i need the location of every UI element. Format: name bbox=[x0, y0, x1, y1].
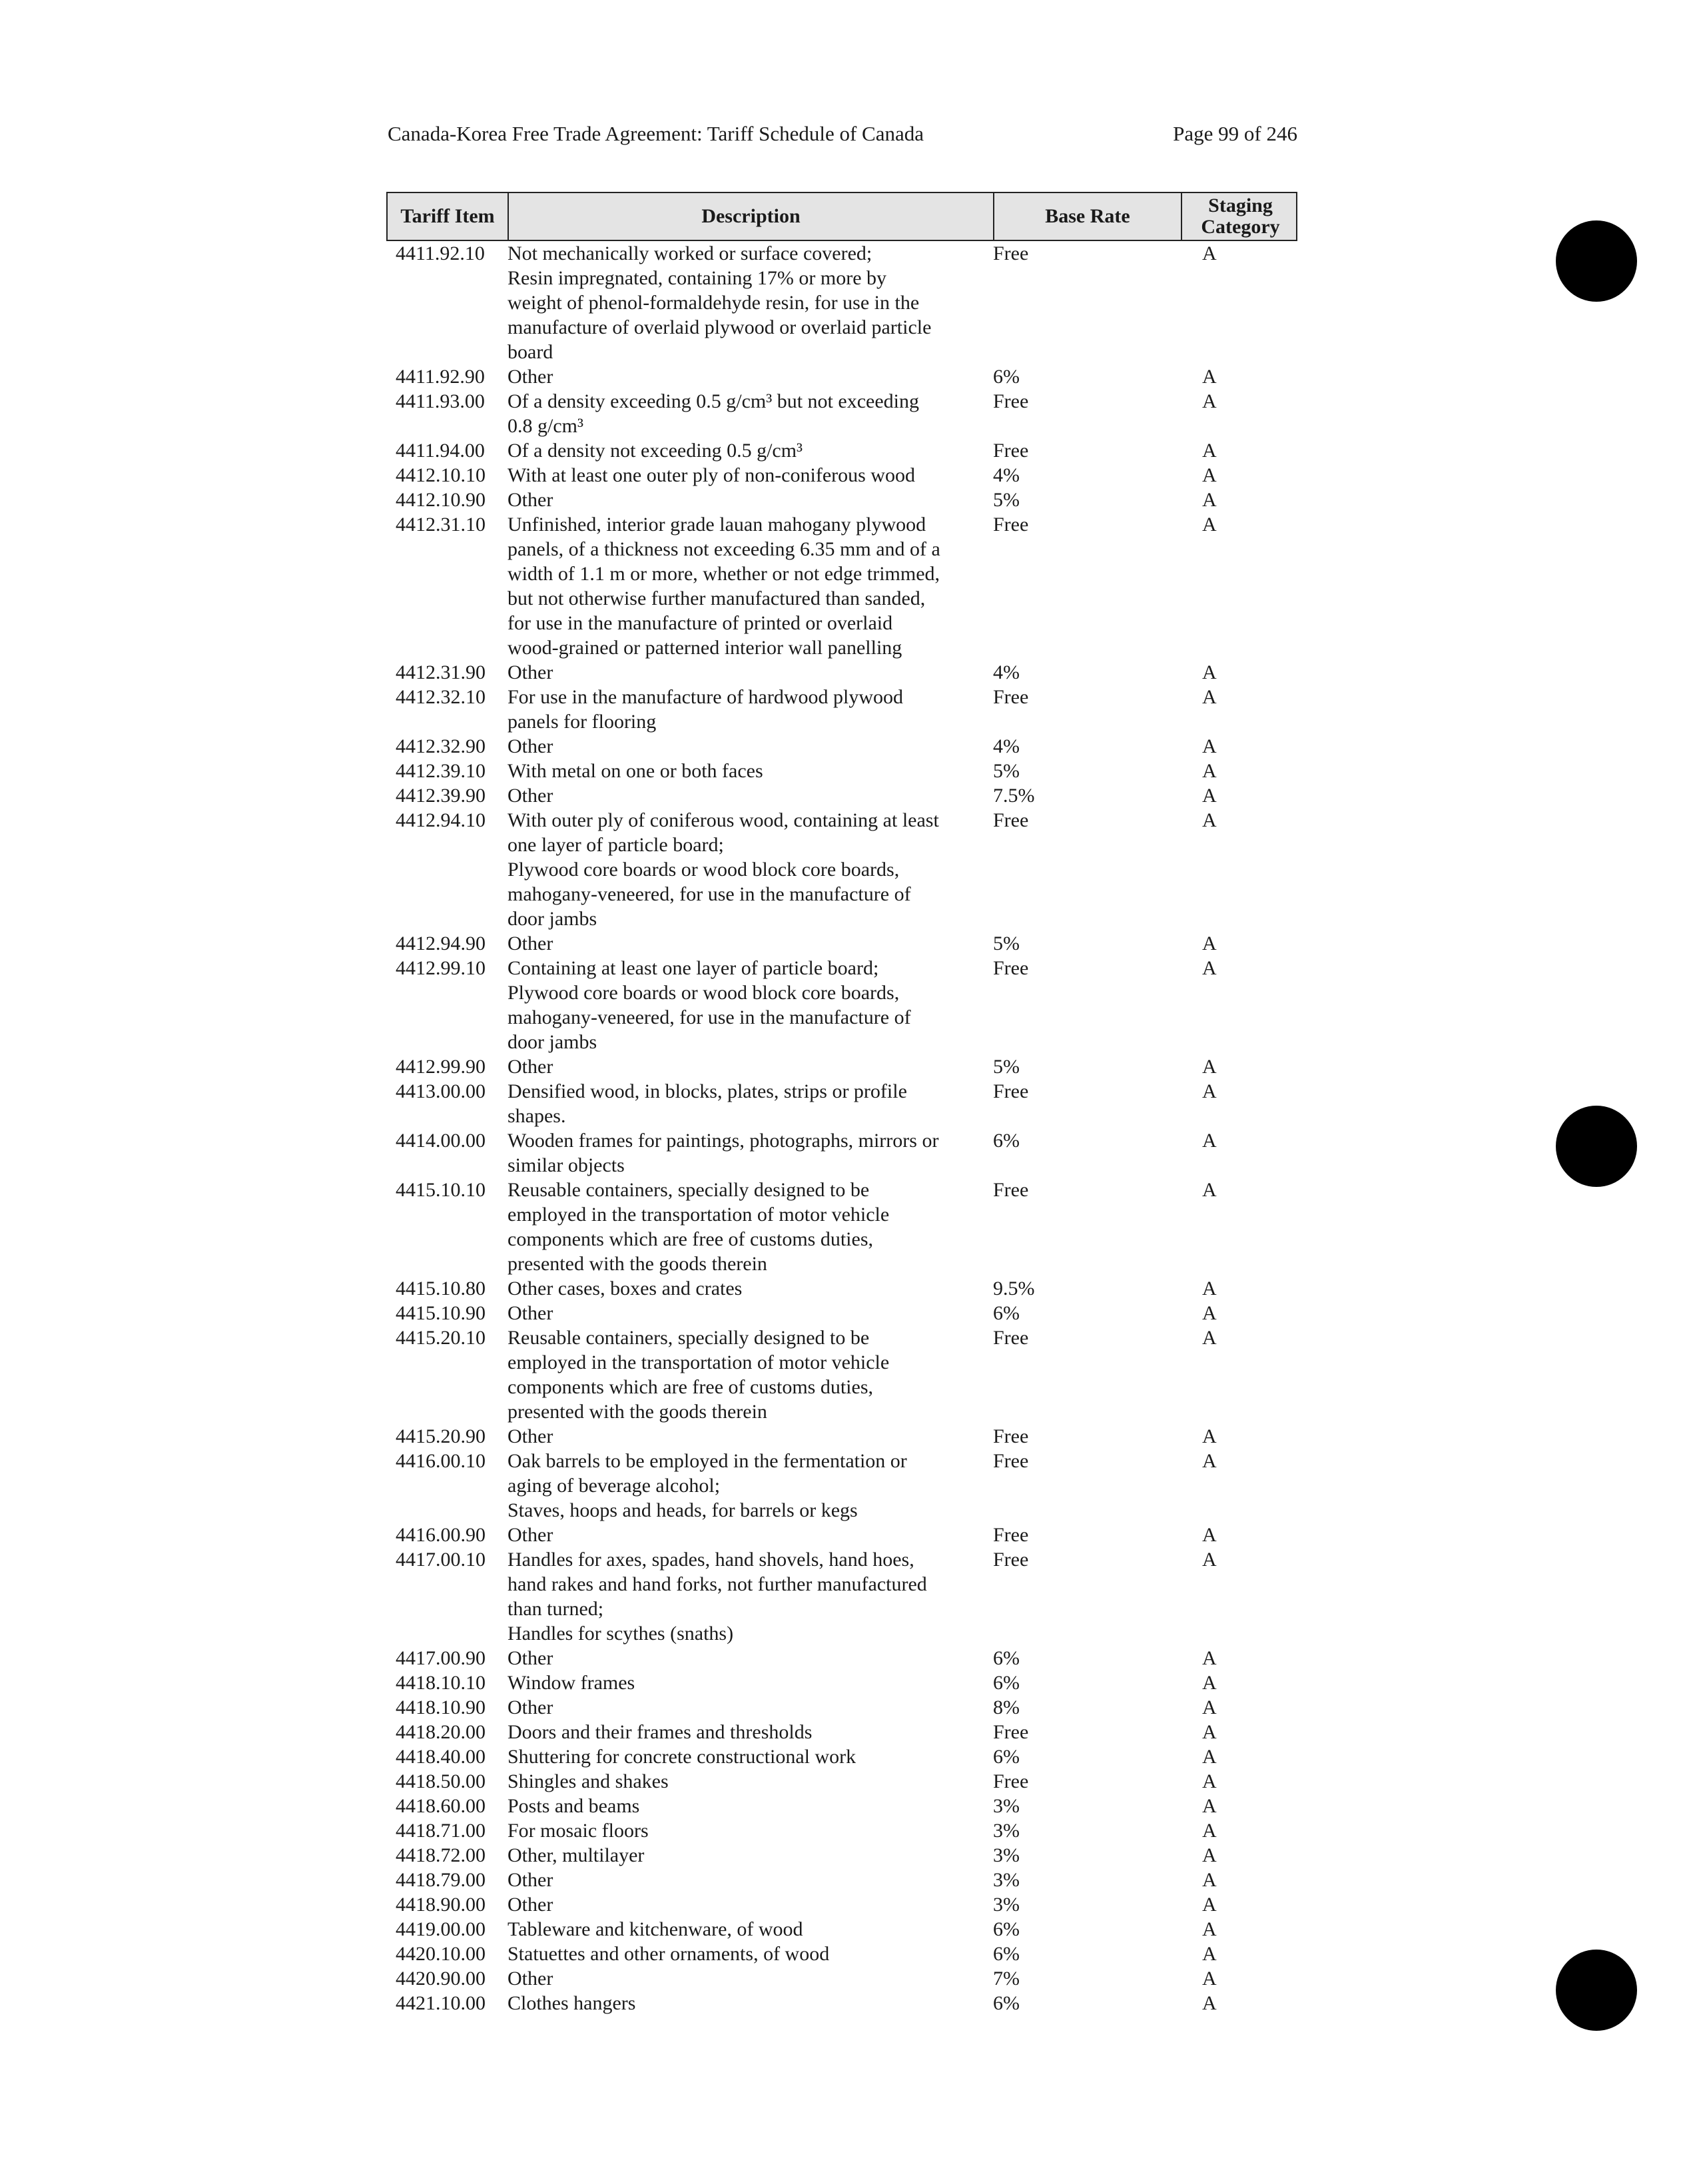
staging-category: A bbox=[1202, 440, 1217, 462]
tariff-code: 4412.32.90 bbox=[396, 735, 486, 757]
table-row bbox=[386, 1079, 1297, 1128]
description bbox=[507, 1276, 993, 1301]
description-line: Shuttering for concrete constructional work bbox=[507, 1746, 856, 1768]
staging-category: A bbox=[1202, 514, 1217, 536]
description-line: Handles for scythes (snaths) bbox=[507, 1623, 734, 1644]
staging-category: A bbox=[1202, 390, 1217, 412]
column-header-staging-category: Staging Category bbox=[1201, 194, 1280, 238]
base-rate: 6% bbox=[993, 1918, 1020, 1940]
tariff-code: 4415.10.10 bbox=[396, 1179, 486, 1201]
staging-category: A bbox=[1202, 1179, 1217, 1201]
tariff-code: 4412.10.90 bbox=[396, 489, 486, 511]
table-row bbox=[386, 1646, 1297, 1670]
tariff-code: 4418.72.00 bbox=[396, 1844, 486, 1866]
staging-category: A bbox=[1202, 242, 1217, 264]
base-rate: Free bbox=[993, 1450, 1029, 1472]
base-rate: Free bbox=[993, 390, 1029, 412]
tariff-code: 4415.20.90 bbox=[396, 1425, 486, 1447]
description-line: For use in the manufacture of hardwood plywood bbox=[507, 686, 904, 708]
description-line: Reusable containers, specially designed to be bbox=[507, 1327, 870, 1349]
staging-category: A bbox=[1202, 1943, 1217, 1965]
tariff-code: 4418.90.00 bbox=[396, 1894, 486, 1916]
tariff-code: 4412.32.10 bbox=[396, 686, 486, 708]
tariff-code: 4418.79.00 bbox=[396, 1869, 486, 1891]
description-line: Other bbox=[507, 1647, 553, 1669]
description-line: board bbox=[507, 341, 553, 363]
base-rate: Free bbox=[993, 242, 1029, 264]
table-row bbox=[386, 1991, 1297, 2015]
description-line: Reusable containers, specially designed to be bbox=[507, 1179, 870, 1201]
base-rate: 3% bbox=[993, 1894, 1020, 1916]
description-line: employed in the transportation of motor vehicle bbox=[507, 1204, 890, 1226]
staging-category: A bbox=[1202, 1130, 1217, 1152]
staging-category: A bbox=[1202, 1721, 1217, 1743]
tariff-code: 4420.10.00 bbox=[396, 1943, 486, 1965]
description-line: presented with the goods therein bbox=[507, 1253, 767, 1275]
base-rate: Free bbox=[993, 1549, 1029, 1571]
description bbox=[507, 1523, 993, 1547]
table-row bbox=[386, 1670, 1297, 1695]
description bbox=[507, 438, 993, 463]
base-rate: 6% bbox=[993, 1647, 1020, 1669]
base-rate: 6% bbox=[993, 1943, 1020, 1965]
description-line: Not mechanically worked or surface covered; bbox=[507, 242, 872, 264]
base-rate: 3% bbox=[993, 1869, 1020, 1891]
table-row bbox=[386, 1868, 1297, 1892]
base-rate: 5% bbox=[993, 760, 1020, 782]
description-line: With outer ply of coniferous wood, containing at least bbox=[507, 809, 939, 831]
table-row bbox=[386, 1744, 1297, 1769]
staging-category: A bbox=[1202, 760, 1217, 782]
table-header bbox=[386, 192, 1297, 241]
description-line: Plywood core boards or wood block core boards, bbox=[507, 982, 900, 1004]
staging-category: A bbox=[1202, 957, 1217, 979]
description-line: employed in the transportation of motor vehicle bbox=[507, 1351, 890, 1373]
table-row bbox=[386, 1424, 1297, 1449]
base-rate: Free bbox=[993, 1179, 1029, 1201]
description bbox=[507, 1744, 993, 1769]
description-line: Other bbox=[507, 735, 553, 757]
tariff-code: 4419.00.00 bbox=[396, 1918, 486, 1940]
staging-category: A bbox=[1202, 489, 1217, 511]
base-rate: Free bbox=[993, 809, 1029, 831]
description-line: Window frames bbox=[507, 1672, 635, 1694]
table-row bbox=[386, 1769, 1297, 1794]
table-row bbox=[386, 463, 1297, 488]
base-rate: Free bbox=[993, 686, 1029, 708]
base-rate: 4% bbox=[993, 661, 1020, 683]
tariff-code: 4411.93.00 bbox=[396, 390, 485, 412]
description bbox=[507, 512, 993, 660]
tariff-code: 4417.00.10 bbox=[396, 1549, 486, 1571]
punch-hole-bottom bbox=[1556, 1950, 1637, 2031]
staging-category: A bbox=[1202, 1672, 1217, 1694]
description-line: Oak barrels to be employed in the fermentation or bbox=[507, 1450, 907, 1472]
base-rate: Free bbox=[993, 1327, 1029, 1349]
base-rate: 9.5% bbox=[993, 1277, 1035, 1299]
column-header-tariff-item: Tariff Item bbox=[388, 193, 509, 240]
description-line: door jambs bbox=[507, 1031, 597, 1053]
tariff-code: 4413.00.00 bbox=[396, 1080, 486, 1102]
base-rate: 6% bbox=[993, 1302, 1020, 1324]
staging-category: A bbox=[1202, 1327, 1217, 1349]
punch-hole-middle bbox=[1556, 1106, 1637, 1187]
staging-category: A bbox=[1202, 1746, 1217, 1768]
base-rate: 4% bbox=[993, 735, 1020, 757]
table-row bbox=[386, 1301, 1297, 1325]
description bbox=[507, 1646, 993, 1670]
base-rate: Free bbox=[993, 1425, 1029, 1447]
staging-category: A bbox=[1202, 1894, 1217, 1916]
staging-category: A bbox=[1202, 686, 1217, 708]
tariff-code: 4412.99.90 bbox=[396, 1056, 486, 1078]
staging-category: A bbox=[1202, 1770, 1217, 1792]
tariff-code: 4420.90.00 bbox=[396, 1968, 486, 1990]
table-row bbox=[386, 1917, 1297, 1942]
description bbox=[507, 1843, 993, 1868]
tariff-code: 4415.20.10 bbox=[396, 1327, 486, 1349]
description-line: Posts and beams bbox=[507, 1795, 640, 1817]
base-rate: 3% bbox=[993, 1820, 1020, 1842]
description-line: Other bbox=[507, 489, 553, 511]
table-row bbox=[386, 759, 1297, 783]
description bbox=[507, 931, 993, 956]
description bbox=[507, 783, 993, 808]
table-body bbox=[386, 241, 1297, 2015]
base-rate: 8% bbox=[993, 1696, 1020, 1718]
staging-category: A bbox=[1202, 785, 1217, 807]
table-row bbox=[386, 1178, 1297, 1276]
description-line: Other bbox=[507, 1968, 553, 1990]
column-header-description: Description bbox=[509, 193, 994, 240]
table-row bbox=[386, 1325, 1297, 1424]
description-line: Densified wood, in blocks, plates, strips or profile bbox=[507, 1080, 907, 1102]
description bbox=[507, 956, 993, 1054]
description-line: Doors and their frames and thresholds bbox=[507, 1721, 813, 1743]
document-title: Canada-Korea Free Trade Agreement: Tariff Schedule of Canada bbox=[388, 122, 924, 145]
description bbox=[507, 1178, 993, 1276]
staging-category: A bbox=[1202, 932, 1217, 954]
table-row bbox=[386, 685, 1297, 734]
description-line: Other cases, boxes and crates bbox=[507, 1277, 743, 1299]
table-row bbox=[386, 931, 1297, 956]
tariff-code: 4418.40.00 bbox=[396, 1746, 486, 1768]
description-line: panels, of a thickness not exceeding 6.35 mm and of a bbox=[507, 538, 940, 560]
table-row bbox=[386, 1794, 1297, 1818]
description-line: Other bbox=[507, 932, 553, 954]
table-row bbox=[386, 1966, 1297, 1991]
description bbox=[507, 1868, 993, 1892]
description-line: wood-grained or patterned interior wall panelling bbox=[507, 637, 902, 659]
tariff-code: 4412.31.90 bbox=[396, 661, 486, 683]
table-row bbox=[386, 734, 1297, 759]
tariff-code: 4421.10.00 bbox=[396, 1992, 486, 2014]
table-row bbox=[386, 1843, 1297, 1868]
staging-category: A bbox=[1202, 1820, 1217, 1842]
tariff-code: 4411.92.90 bbox=[396, 366, 485, 388]
staging-category: A bbox=[1202, 464, 1217, 486]
description-line: Shingles and shakes bbox=[507, 1770, 669, 1792]
description bbox=[507, 1424, 993, 1449]
tariff-code: 4417.00.90 bbox=[396, 1647, 486, 1669]
table-row bbox=[386, 783, 1297, 808]
description-line: Wooden frames for paintings, photographs, mirrors or bbox=[507, 1130, 939, 1152]
table-row bbox=[386, 1818, 1297, 1843]
staging-category: A bbox=[1202, 1425, 1217, 1447]
tariff-code: 4411.94.00 bbox=[396, 440, 485, 462]
table-row bbox=[386, 488, 1297, 512]
tariff-code: 4414.00.00 bbox=[396, 1130, 486, 1152]
table-row bbox=[386, 1276, 1297, 1301]
description-line: Other bbox=[507, 366, 553, 388]
page-number: Page 99 of 246 bbox=[1173, 122, 1297, 145]
staging-category: A bbox=[1202, 1992, 1217, 2014]
staging-category: A bbox=[1202, 661, 1217, 683]
table-row bbox=[386, 512, 1297, 660]
description bbox=[507, 1892, 993, 1917]
description bbox=[507, 685, 993, 734]
table-row bbox=[386, 1128, 1297, 1178]
tariff-code: 4412.99.10 bbox=[396, 957, 486, 979]
staging-category: A bbox=[1202, 1302, 1217, 1324]
description-line: With metal on one or both faces bbox=[507, 760, 763, 782]
description-line: but not otherwise further manufactured than sanded, bbox=[507, 587, 926, 609]
description bbox=[507, 364, 993, 389]
description-line: 0.8 g/cm³ bbox=[507, 415, 583, 437]
staging-category: A bbox=[1202, 1968, 1217, 1990]
description-line: Handles for axes, spades, hand shovels, hand hoes, bbox=[507, 1549, 914, 1571]
description-line: than turned; bbox=[507, 1598, 604, 1620]
description-line: With at least one outer ply of non-coniferous wood bbox=[507, 464, 915, 486]
table-row bbox=[386, 364, 1297, 389]
description-line: hand rakes and hand forks, not further manufactured bbox=[507, 1573, 927, 1595]
base-rate: 5% bbox=[993, 489, 1020, 511]
description-line: width of 1.1 m or more, whether or not edge trimmed, bbox=[507, 563, 940, 585]
staging-category: A bbox=[1202, 735, 1217, 757]
description-line: aging of beverage alcohol; bbox=[507, 1475, 721, 1497]
base-rate: Free bbox=[993, 514, 1029, 536]
description-line: Of a density not exceeding 0.5 g/cm³ bbox=[507, 440, 803, 462]
description bbox=[507, 808, 993, 931]
description bbox=[507, 1818, 993, 1843]
staging-category: A bbox=[1202, 366, 1217, 388]
base-rate: Free bbox=[993, 1080, 1029, 1102]
tariff-code: 4412.94.90 bbox=[396, 932, 486, 954]
description-line: manufacture of overlaid plywood or overlaid particle bbox=[507, 316, 932, 338]
description bbox=[507, 389, 993, 438]
table-row bbox=[386, 1547, 1297, 1646]
staging-category: A bbox=[1202, 1277, 1217, 1299]
description bbox=[507, 1128, 993, 1178]
description-line: Other, multilayer bbox=[507, 1844, 645, 1866]
description-line: panels for flooring bbox=[507, 711, 657, 733]
description-line: weight of phenol-formaldehyde resin, for use in the bbox=[507, 292, 920, 314]
description-line: Unfinished, interior grade lauan mahogany plywood bbox=[507, 514, 926, 536]
description bbox=[507, 1769, 993, 1794]
staging-category: A bbox=[1202, 1918, 1217, 1940]
staging-category: A bbox=[1202, 1795, 1217, 1817]
tariff-code: 4418.71.00 bbox=[396, 1820, 486, 1842]
description bbox=[507, 1547, 993, 1646]
description bbox=[507, 1054, 993, 1079]
description bbox=[507, 759, 993, 783]
description-line: Other bbox=[507, 1869, 553, 1891]
tariff-code: 4418.20.00 bbox=[396, 1721, 486, 1743]
base-rate: Free bbox=[993, 440, 1029, 462]
base-rate: 6% bbox=[993, 1672, 1020, 1694]
base-rate: Free bbox=[993, 957, 1029, 979]
column-header-base-rate: Base Rate bbox=[994, 193, 1182, 240]
table-row bbox=[386, 438, 1297, 463]
staging-category: A bbox=[1202, 1450, 1217, 1472]
description bbox=[507, 1720, 993, 1744]
staging-category: A bbox=[1202, 1647, 1217, 1669]
base-rate: 4% bbox=[993, 464, 1020, 486]
description-line: components which are free of customs duties, bbox=[507, 1376, 874, 1398]
table-row bbox=[386, 1892, 1297, 1917]
base-rate: 6% bbox=[993, 366, 1020, 388]
description-line: for use in the manufacture of printed or overlaid bbox=[507, 612, 893, 634]
base-rate: Free bbox=[993, 1770, 1029, 1792]
base-rate: 7.5% bbox=[993, 785, 1035, 807]
description bbox=[507, 1670, 993, 1695]
description-line: Other bbox=[507, 1425, 553, 1447]
description-line: mahogany-veneered, for use in the manufacture of bbox=[507, 883, 911, 905]
description-line: Other bbox=[507, 1056, 553, 1078]
base-rate: 3% bbox=[993, 1844, 1020, 1866]
description-line: Other bbox=[507, 785, 553, 807]
description-line: Tableware and kitchenware, of wood bbox=[507, 1918, 803, 1940]
table-row bbox=[386, 660, 1297, 685]
description bbox=[507, 1794, 993, 1818]
table-row bbox=[386, 1720, 1297, 1744]
table-row bbox=[386, 1449, 1297, 1523]
base-rate: Free bbox=[993, 1524, 1029, 1546]
base-rate: 3% bbox=[993, 1795, 1020, 1817]
tariff-code: 4412.94.10 bbox=[396, 809, 486, 831]
description-line: components which are free of customs duties, bbox=[507, 1228, 874, 1250]
tariff-code: 4412.39.90 bbox=[396, 785, 486, 807]
description bbox=[507, 241, 993, 364]
tariff-code: 4418.10.90 bbox=[396, 1696, 486, 1718]
base-rate: Free bbox=[993, 1721, 1029, 1743]
table-row bbox=[386, 1523, 1297, 1547]
description bbox=[507, 660, 993, 685]
description bbox=[507, 1991, 993, 2015]
description-line: Other bbox=[507, 1524, 553, 1546]
table-row bbox=[386, 808, 1297, 931]
staging-category: A bbox=[1202, 1844, 1217, 1866]
staging-category: A bbox=[1202, 1549, 1217, 1571]
base-rate: 6% bbox=[993, 1746, 1020, 1768]
description bbox=[507, 1325, 993, 1424]
description-line: Other bbox=[507, 1894, 553, 1916]
description-line: Staves, hoops and heads, for barrels or kegs bbox=[507, 1499, 858, 1521]
description-line: Of a density exceeding 0.5 g/cm³ but not exceeding bbox=[507, 390, 919, 412]
description bbox=[507, 1079, 993, 1128]
description bbox=[507, 488, 993, 512]
description-line: mahogany-veneered, for use in the manufacture of bbox=[507, 1006, 911, 1028]
tariff-code: 4418.60.00 bbox=[396, 1795, 486, 1817]
staging-category: A bbox=[1202, 1696, 1217, 1718]
description-line: Plywood core boards or wood block core boards, bbox=[507, 859, 900, 881]
description bbox=[507, 1966, 993, 1991]
staging-category: A bbox=[1202, 1869, 1217, 1891]
punch-hole-top bbox=[1556, 220, 1637, 302]
tariff-code: 4416.00.10 bbox=[396, 1450, 486, 1472]
staging-category: A bbox=[1202, 1524, 1217, 1546]
description-line: Containing at least one layer of particle board; bbox=[507, 957, 879, 979]
tariff-code: 4415.10.80 bbox=[396, 1277, 486, 1299]
description bbox=[507, 1942, 993, 1966]
description-line: shapes. bbox=[507, 1105, 566, 1127]
tariff-code: 4412.10.10 bbox=[396, 464, 486, 486]
tariff-code: 4415.10.90 bbox=[396, 1302, 486, 1324]
description-line: Other bbox=[507, 1696, 553, 1718]
tariff-code: 4412.31.10 bbox=[396, 514, 486, 536]
staging-category: A bbox=[1202, 1080, 1217, 1102]
description bbox=[507, 1301, 993, 1325]
description bbox=[507, 1917, 993, 1942]
description-line: Clothes hangers bbox=[507, 1992, 636, 2014]
description-line: one layer of particle board; bbox=[507, 834, 724, 856]
table-row bbox=[386, 956, 1297, 1054]
base-rate: 6% bbox=[993, 1130, 1020, 1152]
description-line: Statuettes and other ornaments, of wood bbox=[507, 1943, 830, 1965]
table-row bbox=[386, 1054, 1297, 1079]
tariff-code: 4416.00.90 bbox=[396, 1524, 486, 1546]
description bbox=[507, 1695, 993, 1720]
base-rate: 7% bbox=[993, 1968, 1020, 1990]
page-header bbox=[388, 122, 1297, 146]
base-rate: 5% bbox=[993, 932, 1020, 954]
tariff-code: 4418.50.00 bbox=[396, 1770, 486, 1792]
base-rate: 6% bbox=[993, 1992, 1020, 2014]
staging-category: A bbox=[1202, 1056, 1217, 1078]
description-line: Other bbox=[507, 1302, 553, 1324]
table-row bbox=[386, 389, 1297, 438]
staging-category: A bbox=[1202, 809, 1217, 831]
description-line: For mosaic floors bbox=[507, 1820, 649, 1842]
tariff-code: 4418.10.10 bbox=[396, 1672, 486, 1694]
base-rate: 5% bbox=[993, 1056, 1020, 1078]
description-line: Other bbox=[507, 661, 553, 683]
tariff-code: 4412.39.10 bbox=[396, 760, 486, 782]
table-row bbox=[386, 1942, 1297, 1966]
description bbox=[507, 463, 993, 488]
description bbox=[507, 1449, 993, 1523]
tariff-table bbox=[386, 192, 1297, 2015]
tariff-code: 4411.92.10 bbox=[396, 242, 485, 264]
description-line: presented with the goods therein bbox=[507, 1401, 767, 1423]
table-row bbox=[386, 241, 1297, 364]
description-line: Resin impregnated, containing 17% or more by bbox=[507, 267, 887, 289]
description bbox=[507, 734, 993, 759]
table-row bbox=[386, 1695, 1297, 1720]
description-line: door jambs bbox=[507, 908, 597, 930]
description-line: similar objects bbox=[507, 1154, 625, 1176]
